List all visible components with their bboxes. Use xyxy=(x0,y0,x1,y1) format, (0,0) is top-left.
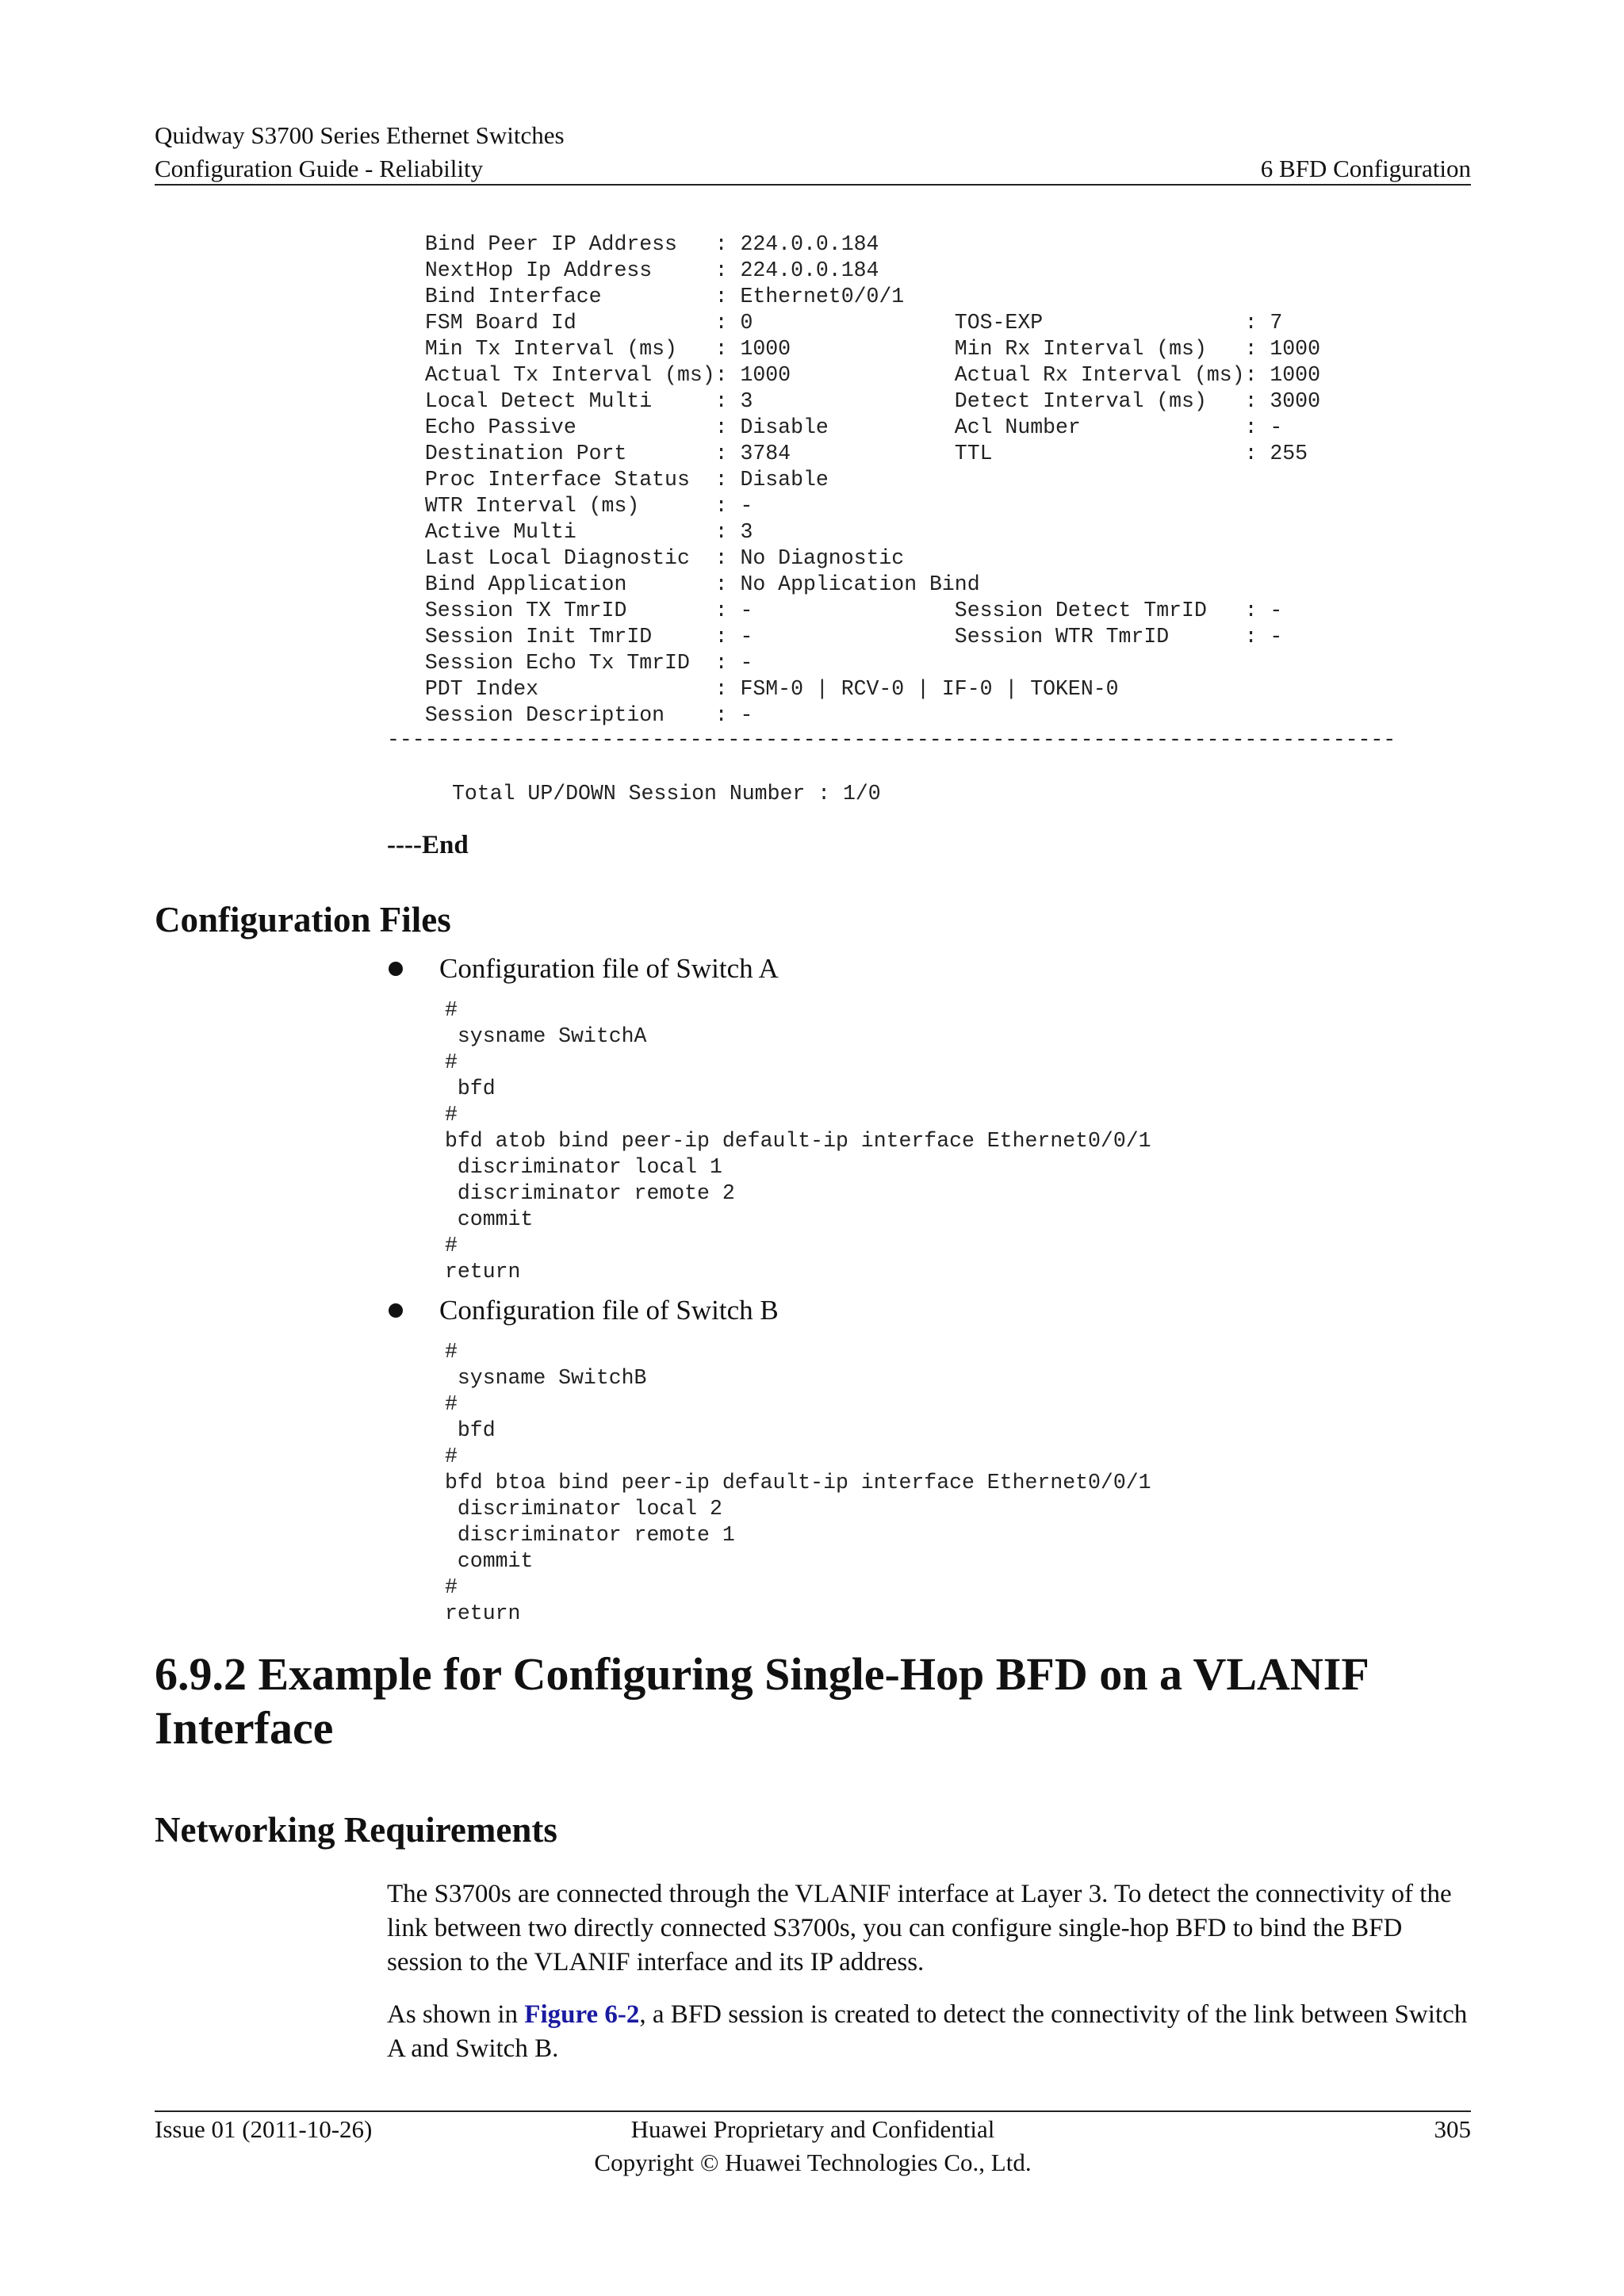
networking-paragraph: The S3700s are connected through the VLANIF interface at Layer 3. To detect the connectivity of the link between two directly connected S3700s, you can configure single-hop BFD to bind the BFD session to the VLANIF interface and its IP address. xyxy=(387,1880,1452,1976)
page-number: 305 xyxy=(1434,2115,1471,2143)
bullet-label: Configuration file of Switch B xyxy=(439,1295,779,1326)
para-text: As shown in xyxy=(387,2000,525,2029)
footer-confidential: Huawei Proprietary and Confidential xyxy=(630,2115,995,2143)
section-title xyxy=(155,1647,1503,1755)
footer-center xyxy=(155,2113,1471,2179)
config-code-switch-b: # sysname SwitchB # bfd # bfd btoa bind peer-ip default-ip interface Ethernet0/0/1 discriminator local 2 discriminator remote 1 commit # return xyxy=(445,1340,1151,1625)
config-code-switch-a: # sysname SwitchA # bfd # bfd atob bind peer-ip default-ip interface Ethernet0/0/1 discriminator local 1 discriminator remote 2 commit # return xyxy=(445,998,1151,1284)
bfd-session-display-output: Bind Peer IP Address : 224.0.0.184 NextHop Ip Address : 224.0.0.184 Bind Interface : Ethernet0/0/1 FSM Board Id : 0 TOS-EXP : 7 Min Tx Interval (ms) : 1000 Min Rx Interval (ms) : 1000 Actual Tx Interval (ms): 1000 Actual Rx Interval (ms): 1000 Local Detect Multi : 3 Detect Interval (ms) : 3000 Echo Passive : Disable Acl Number : - Destination Port : 3784 TTL : 255 Proc Interface Status : Disable WTR Interval (ms) : - Active Multi : 3 Last Local Diagnostic : No Diagnostic Bind Application : No Application Bind Session TX TmrID : - Session Detect TmrID : - Session Init TmrID : - Session WTR TmrID : - Session Echo Tx TmrID : - PDT Index : FSM-0 | RCV-0 | IF-0 | TOKEN-0 Session Description : - xyxy=(424,232,1320,727)
config-files-heading: Configuration Files xyxy=(155,900,451,939)
section-title-line1: 6.9.2 Example for Configuring Single-Hop BFD on a VLANIF xyxy=(155,1648,1369,1700)
footer-copyright: Copyright © Huawei Technologies Co., Ltd. xyxy=(594,2149,1032,2176)
figure-link[interactable]: Figure 6-2 xyxy=(524,2000,640,2029)
bullet-switch-a xyxy=(387,953,779,985)
bullet-switch-b xyxy=(387,1295,779,1326)
header-rule xyxy=(155,184,1471,186)
session-total-line: Total UP/DOWN Session Number : 1/0 xyxy=(452,782,881,806)
header-product: Quidway S3700 Series Ethernet Switches xyxy=(155,121,565,149)
figure-reference-paragraph xyxy=(387,1998,1472,2066)
footer-issue: Issue 01 (2011-10-26) xyxy=(155,2115,373,2143)
bullet-label: Configuration file of Switch A xyxy=(439,953,779,984)
end-marker: ----End xyxy=(387,831,469,859)
header-chapter: 6 BFD Configuration xyxy=(1260,155,1471,182)
page-header xyxy=(155,119,1471,186)
footer-rule xyxy=(155,2110,1471,2112)
bullet-dot-icon xyxy=(389,1303,403,1318)
section-title-line2: Interface xyxy=(155,1702,334,1754)
output-separator: -------------------------------------------------------------------------------- xyxy=(387,728,1396,752)
para-text: , a BFD session is created to detect the connectivity of the link between Switch A and Switch B. xyxy=(387,2000,1468,2063)
bullet-dot-icon xyxy=(389,962,403,976)
header-guide: Configuration Guide - Reliability xyxy=(155,155,484,182)
networking-heading: Networking Requirements xyxy=(155,1810,557,1850)
